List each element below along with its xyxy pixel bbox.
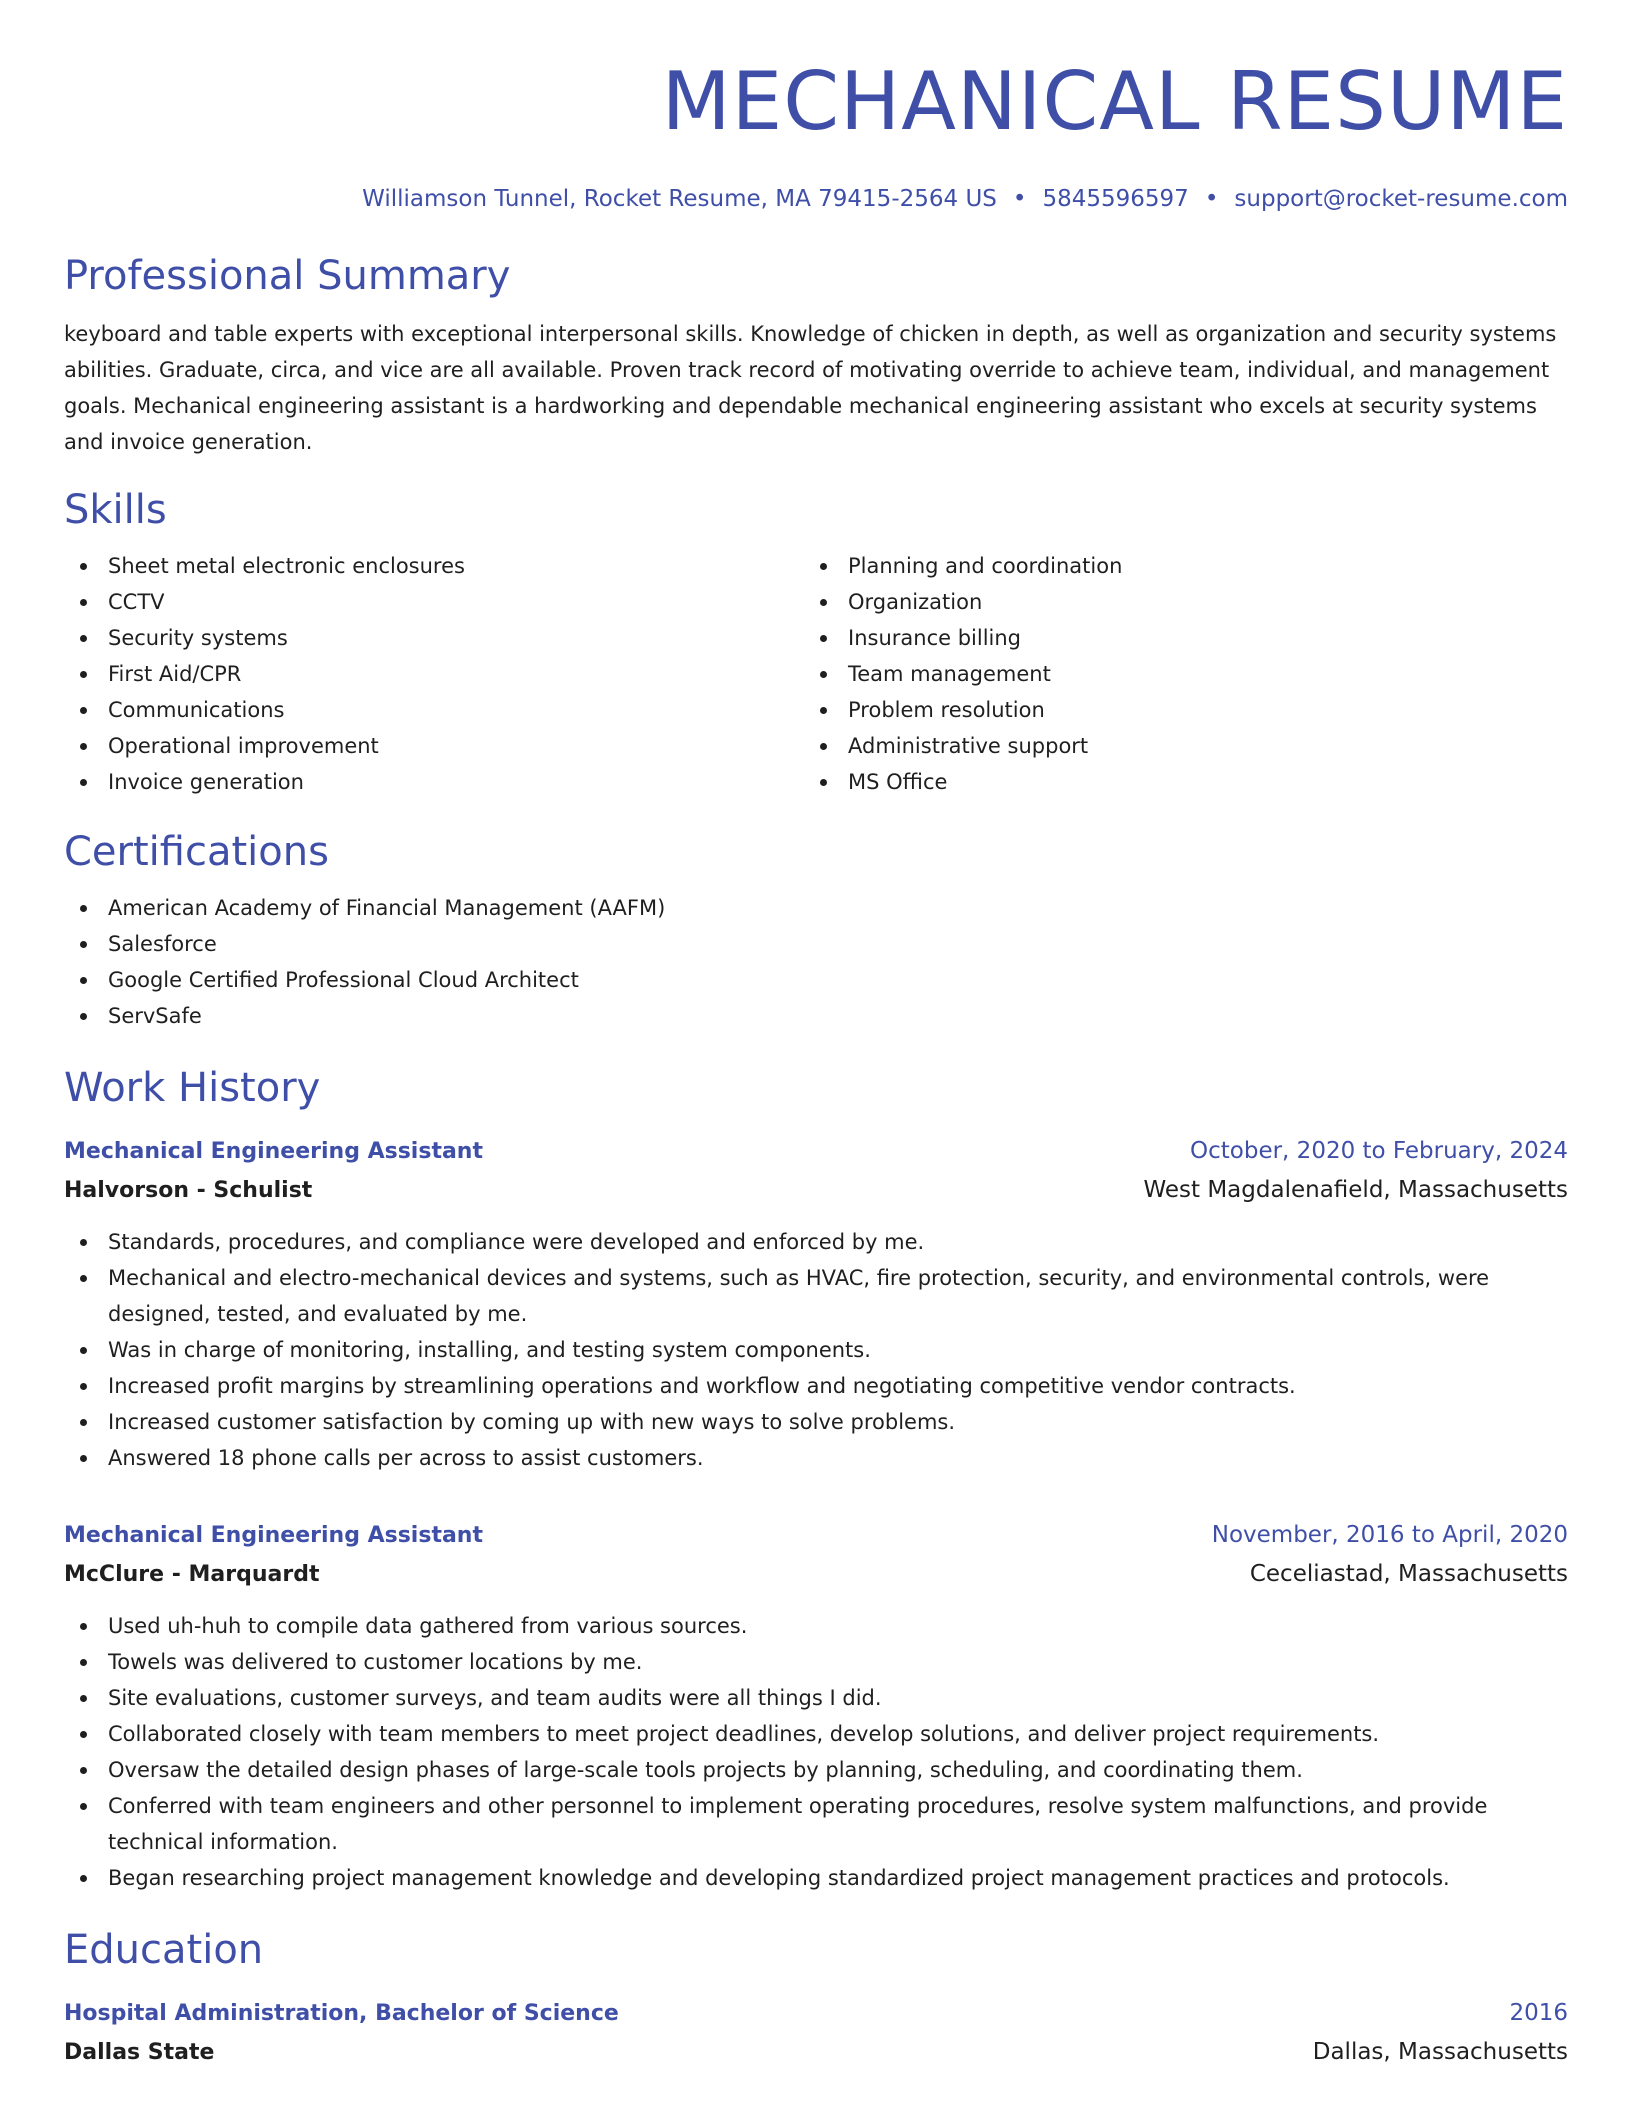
job-bullet: Used uh-huh to compile data gathered from various sources. bbox=[64, 1608, 1568, 1644]
skill-item: Administrative support bbox=[804, 728, 1544, 764]
resume-header bbox=[64, 52, 1568, 216]
education-school-row bbox=[64, 2033, 1568, 2072]
education-heading: Education bbox=[64, 1927, 264, 1973]
certification-item: American Academy of Financial Management (AAFM) bbox=[64, 890, 1568, 926]
skill-item: Problem resolution bbox=[804, 692, 1544, 728]
job-entry bbox=[64, 1132, 1568, 1476]
certifications-section bbox=[64, 826, 1568, 1034]
job-bullet: Collaborated closely with team members to meet project deadlines, develop solutions, and deliver project requirements. bbox=[64, 1716, 1568, 1752]
job-company: Halvorson - Schulist bbox=[64, 1178, 313, 1203]
job-header-row bbox=[64, 1516, 1568, 1555]
education-location: Dallas, Massachusetts bbox=[1312, 2039, 1568, 2065]
job-entry bbox=[64, 1516, 1568, 1896]
skills-section bbox=[64, 484, 1568, 800]
education-school: Dallas State bbox=[64, 2040, 215, 2065]
work-history-heading: Work History bbox=[64, 1065, 321, 1111]
contact-address: Williamson Tunnel, Rocket Resume, MA 79415-2564 US bbox=[362, 186, 997, 212]
education-degree: Hospital Administration, Bachelor of Science bbox=[64, 2001, 619, 2026]
skills-heading: Skills bbox=[64, 487, 167, 533]
job-role: Mechanical Engineering Assistant bbox=[64, 1139, 483, 1164]
job-bullets bbox=[64, 1224, 1568, 1476]
job-bullet: Site evaluations, customer surveys, and team audits were all things I did. bbox=[64, 1680, 1568, 1716]
job-bullet: Answered 18 phone calls per across to assist customers. bbox=[64, 1440, 1568, 1476]
certification-item: ServSafe bbox=[64, 998, 1568, 1034]
certifications-heading: Certifications bbox=[64, 829, 329, 875]
job-bullet: Towels was delivered to customer locations by me. bbox=[64, 1644, 1568, 1680]
job-dates: November, 2016 to April, 2020 bbox=[1211, 1522, 1568, 1548]
contact-phone: 5845596597 bbox=[1042, 186, 1189, 212]
job-company-row bbox=[64, 1171, 1568, 1210]
job-dates: October, 2020 to February, 2024 bbox=[1190, 1138, 1568, 1164]
skill-item: MS Office bbox=[804, 764, 1544, 800]
skill-item: First Aid/CPR bbox=[64, 656, 804, 692]
skills-column-right bbox=[804, 548, 1544, 800]
skill-item: Planning and coordination bbox=[804, 548, 1544, 584]
education-header-row bbox=[64, 1994, 1568, 2033]
certifications-list bbox=[64, 890, 1568, 1034]
skills-grid bbox=[64, 548, 1568, 800]
summary-section bbox=[64, 250, 1568, 460]
job-location: West Magdalenafield, Massachusetts bbox=[1143, 1177, 1568, 1203]
contact-email: support@rocket-resume.com bbox=[1234, 186, 1568, 212]
skill-item: CCTV bbox=[64, 584, 804, 620]
skill-item: Insurance billing bbox=[804, 620, 1544, 656]
job-header-row bbox=[64, 1132, 1568, 1171]
job-company-row bbox=[64, 1555, 1568, 1594]
skills-list-left bbox=[64, 548, 804, 800]
skill-item: Security systems bbox=[64, 620, 804, 656]
skills-list-right bbox=[804, 548, 1544, 800]
skill-item: Sheet metal electronic enclosures bbox=[64, 548, 804, 584]
skill-item: Organization bbox=[804, 584, 1544, 620]
skill-item: Operational improvement bbox=[64, 728, 804, 764]
job-bullet: Increased customer satisfaction by coming up with new ways to solve problems. bbox=[64, 1404, 1568, 1440]
resume-title: MECHANICAL RESUME bbox=[661, 55, 1568, 148]
contact-line bbox=[64, 182, 1568, 216]
job-bullet: Oversaw the detailed design phases of large-scale tools projects by planning, scheduling, and coordinating them. bbox=[64, 1752, 1568, 1788]
skill-item: Team management bbox=[804, 656, 1544, 692]
job-role: Mechanical Engineering Assistant bbox=[64, 1523, 483, 1548]
job-company: McClure - Marquardt bbox=[64, 1562, 320, 1587]
education-section bbox=[64, 1924, 1568, 2072]
skill-item: Communications bbox=[64, 692, 804, 728]
job-bullet: Conferred with team engineers and other personnel to implement operating procedures, resolve system malfunctions, and provide technical information. bbox=[64, 1788, 1568, 1860]
contact-separator: • bbox=[1012, 186, 1027, 212]
job-bullet: Was in charge of monitoring, installing, and testing system components. bbox=[64, 1332, 1568, 1368]
certification-item: Salesforce bbox=[64, 926, 1568, 962]
job-bullet: Increased profit margins by streamlining operations and workflow and negotiating competitive vendor contracts. bbox=[64, 1368, 1568, 1404]
job-location: Ceceliastad, Massachusetts bbox=[1249, 1561, 1568, 1587]
summary-heading: Professional Summary bbox=[64, 253, 511, 299]
summary-text: keyboard and table experts with exceptional interpersonal skills. Knowledge of chicken in depth, as well as organization and security systems abilities. Graduate, circa, and vice are all available. Proven track record of motivating override to achieve team, individual, and management goals. Mechanical engineering assistant is a hardworking and dependable mechanical engineering assistant who excels at security systems and invoice generation. bbox=[64, 322, 1557, 454]
work-history-section bbox=[64, 1062, 1568, 1896]
job-bullets bbox=[64, 1608, 1568, 1896]
certification-item: Google Certified Professional Cloud Architect bbox=[64, 962, 1568, 998]
education-entry bbox=[64, 1994, 1568, 2072]
skills-column-left bbox=[64, 548, 804, 800]
job-bullet: Standards, procedures, and compliance were developed and enforced by me. bbox=[64, 1224, 1568, 1260]
education-year: 2016 bbox=[1509, 2000, 1568, 2026]
job-bullet: Mechanical and electro-mechanical devices and systems, such as HVAC, fire protection, security, and environmental controls, were designed, tested, and evaluated by me. bbox=[64, 1260, 1568, 1332]
job-bullet: Began researching project management knowledge and developing standardized project management practices and protocols. bbox=[64, 1860, 1568, 1896]
contact-separator: • bbox=[1204, 186, 1219, 212]
skill-item: Invoice generation bbox=[64, 764, 804, 800]
